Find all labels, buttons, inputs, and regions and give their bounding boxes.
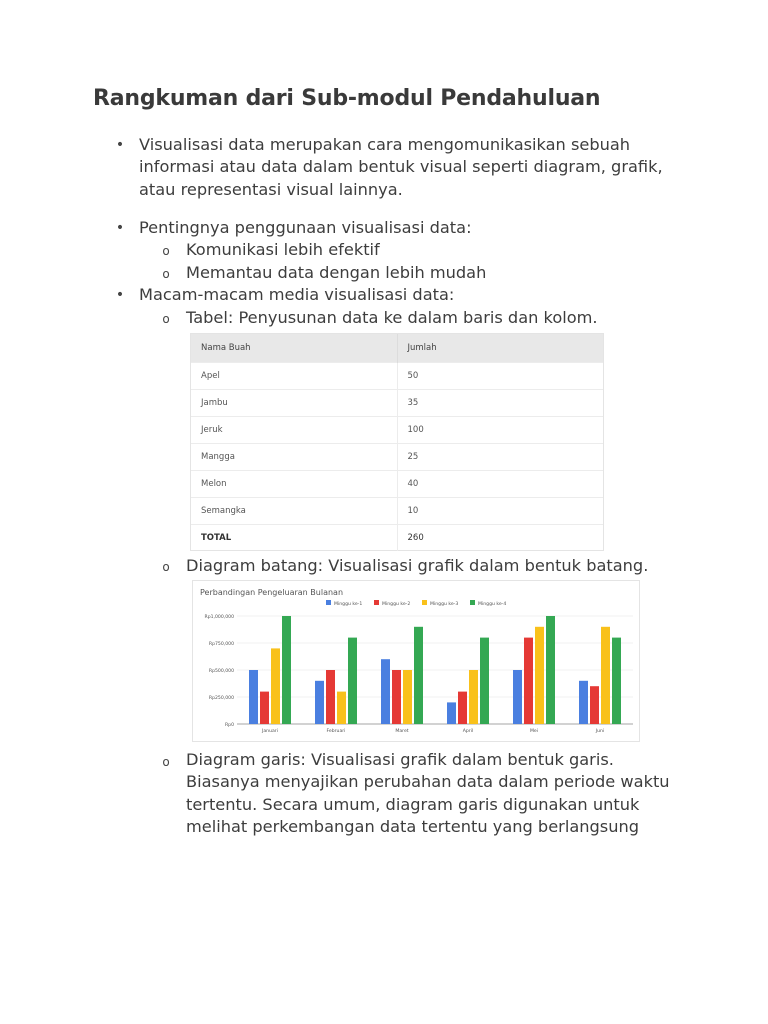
table-total-row <box>191 525 603 552</box>
y-tick-label: Rp250,000 <box>208 696 234 701</box>
bar-chart <box>193 581 639 741</box>
table-header-row <box>191 334 603 363</box>
bar <box>414 627 423 724</box>
table-cell: 35 <box>397 390 603 417</box>
bar <box>381 659 390 724</box>
table-cell: 40 <box>397 471 603 498</box>
y-tick-label: Rp750,000 <box>208 642 234 647</box>
chart-title: Perbandingan Pengeluaran Bulanan <box>200 588 344 597</box>
table-cell: Apel <box>191 363 397 390</box>
x-tick-label: Januari <box>262 729 278 734</box>
bar <box>612 638 621 724</box>
bar <box>513 670 522 724</box>
bar <box>447 702 456 724</box>
sub-bullet-circle-icon: o <box>162 312 170 326</box>
bar <box>535 627 544 724</box>
bar <box>469 670 478 724</box>
bullet-dot-icon: • <box>115 287 125 303</box>
table-header-cell: Nama Buah <box>191 334 397 363</box>
table-cell: Mangga <box>191 444 397 471</box>
x-tick-label: Februari <box>326 729 346 734</box>
table-row <box>191 498 603 525</box>
bar <box>282 616 291 724</box>
sub-bullet-communication-text: Komunikasi lebih efektif <box>186 240 380 259</box>
fruit-table-figure <box>190 333 604 551</box>
bar <box>260 692 269 724</box>
legend-label: Minggu ke-1 <box>334 602 363 607</box>
sub-bullet-circle-icon: o <box>162 267 170 281</box>
bullet-dot-icon: • <box>115 137 125 153</box>
table-row <box>191 417 603 444</box>
sub-bullet-monitor-text: Memantau data dengan lebih mudah <box>186 263 487 282</box>
table-row <box>191 363 603 390</box>
sub-bullet-line-chart-text: Diagram garis: Visualisasi grafik dalam bentuk garis. Biasanya menyajikan perubahan data dalam periode waktu tertentu. Secara umum, diagram garis digunakan untuk melihat perkembangan data tertentu yang berlangsung <box>186 750 670 837</box>
table-cell: 25 <box>397 444 603 471</box>
x-tick-label: Mei <box>529 729 539 734</box>
bar-chart-figure <box>192 580 640 742</box>
sub-bullet-circle-icon: o <box>162 244 170 258</box>
bar <box>458 692 467 724</box>
bar <box>271 648 280 724</box>
bar <box>524 638 533 724</box>
bar <box>601 627 610 724</box>
table-cell: Jambu <box>191 390 397 417</box>
table-cell: 260 <box>397 525 603 552</box>
table-cell: 10 <box>397 498 603 525</box>
bullet-media-text: Macam-macam media visualisasi data: <box>139 285 455 304</box>
bullet-importance-text: Pentingnya penggunaan visualisasi data: <box>139 218 472 237</box>
table-row <box>191 444 603 471</box>
page-title: Rangkuman dari Sub-modul Pendahuluan <box>93 86 601 111</box>
bullet-definition-text: Visualisasi data merupakan cara mengomunikasikan sebuah informasi atau data dalam bentuk visual seperti diagram, grafik, atau representasi visual lainnya. <box>139 135 663 199</box>
bar <box>326 670 335 724</box>
bar <box>315 681 324 724</box>
bar <box>403 670 412 724</box>
bar <box>579 681 588 724</box>
sub-bullet-circle-icon: o <box>162 755 170 769</box>
table-cell: 50 <box>397 363 603 390</box>
legend-label: Minggu ke-4 <box>478 602 507 607</box>
bar <box>392 670 401 724</box>
legend-swatch <box>422 600 427 605</box>
y-tick-label: Rp1,000,000 <box>204 615 234 620</box>
bar <box>348 638 357 724</box>
table-cell: 100 <box>397 417 603 444</box>
y-tick-label: Rp0 <box>224 723 234 728</box>
legend-label: Minggu ke-3 <box>430 602 459 607</box>
bar <box>546 616 555 724</box>
table-cell: TOTAL <box>191 525 397 552</box>
x-tick-label: Maret <box>395 729 409 734</box>
table-row <box>191 471 603 498</box>
sub-bullet-circle-icon: o <box>162 560 170 574</box>
bar <box>590 686 599 724</box>
x-tick-label: April <box>462 729 474 734</box>
bar <box>249 670 258 724</box>
table-cell: Melon <box>191 471 397 498</box>
legend-swatch <box>470 600 475 605</box>
bar <box>337 692 346 724</box>
sub-bullet-bar-chart-text: Diagram batang: Visualisasi grafik dalam bentuk batang. <box>186 556 649 575</box>
fruit-table <box>191 334 603 551</box>
sub-bullet-table-text: Tabel: Penyusunan data ke dalam baris dan kolom. <box>186 308 598 327</box>
table-row <box>191 390 603 417</box>
table-header-cell: Jumlah <box>397 334 603 363</box>
table-cell: Semangka <box>191 498 397 525</box>
legend-swatch <box>374 600 379 605</box>
y-tick-label: Rp500,000 <box>208 669 234 674</box>
bullet-dot-icon: • <box>115 220 125 236</box>
bar <box>480 638 489 724</box>
table-cell: Jeruk <box>191 417 397 444</box>
legend-swatch <box>326 600 331 605</box>
legend-label: Minggu ke-2 <box>382 602 411 607</box>
x-tick-label: Juni <box>595 729 605 734</box>
